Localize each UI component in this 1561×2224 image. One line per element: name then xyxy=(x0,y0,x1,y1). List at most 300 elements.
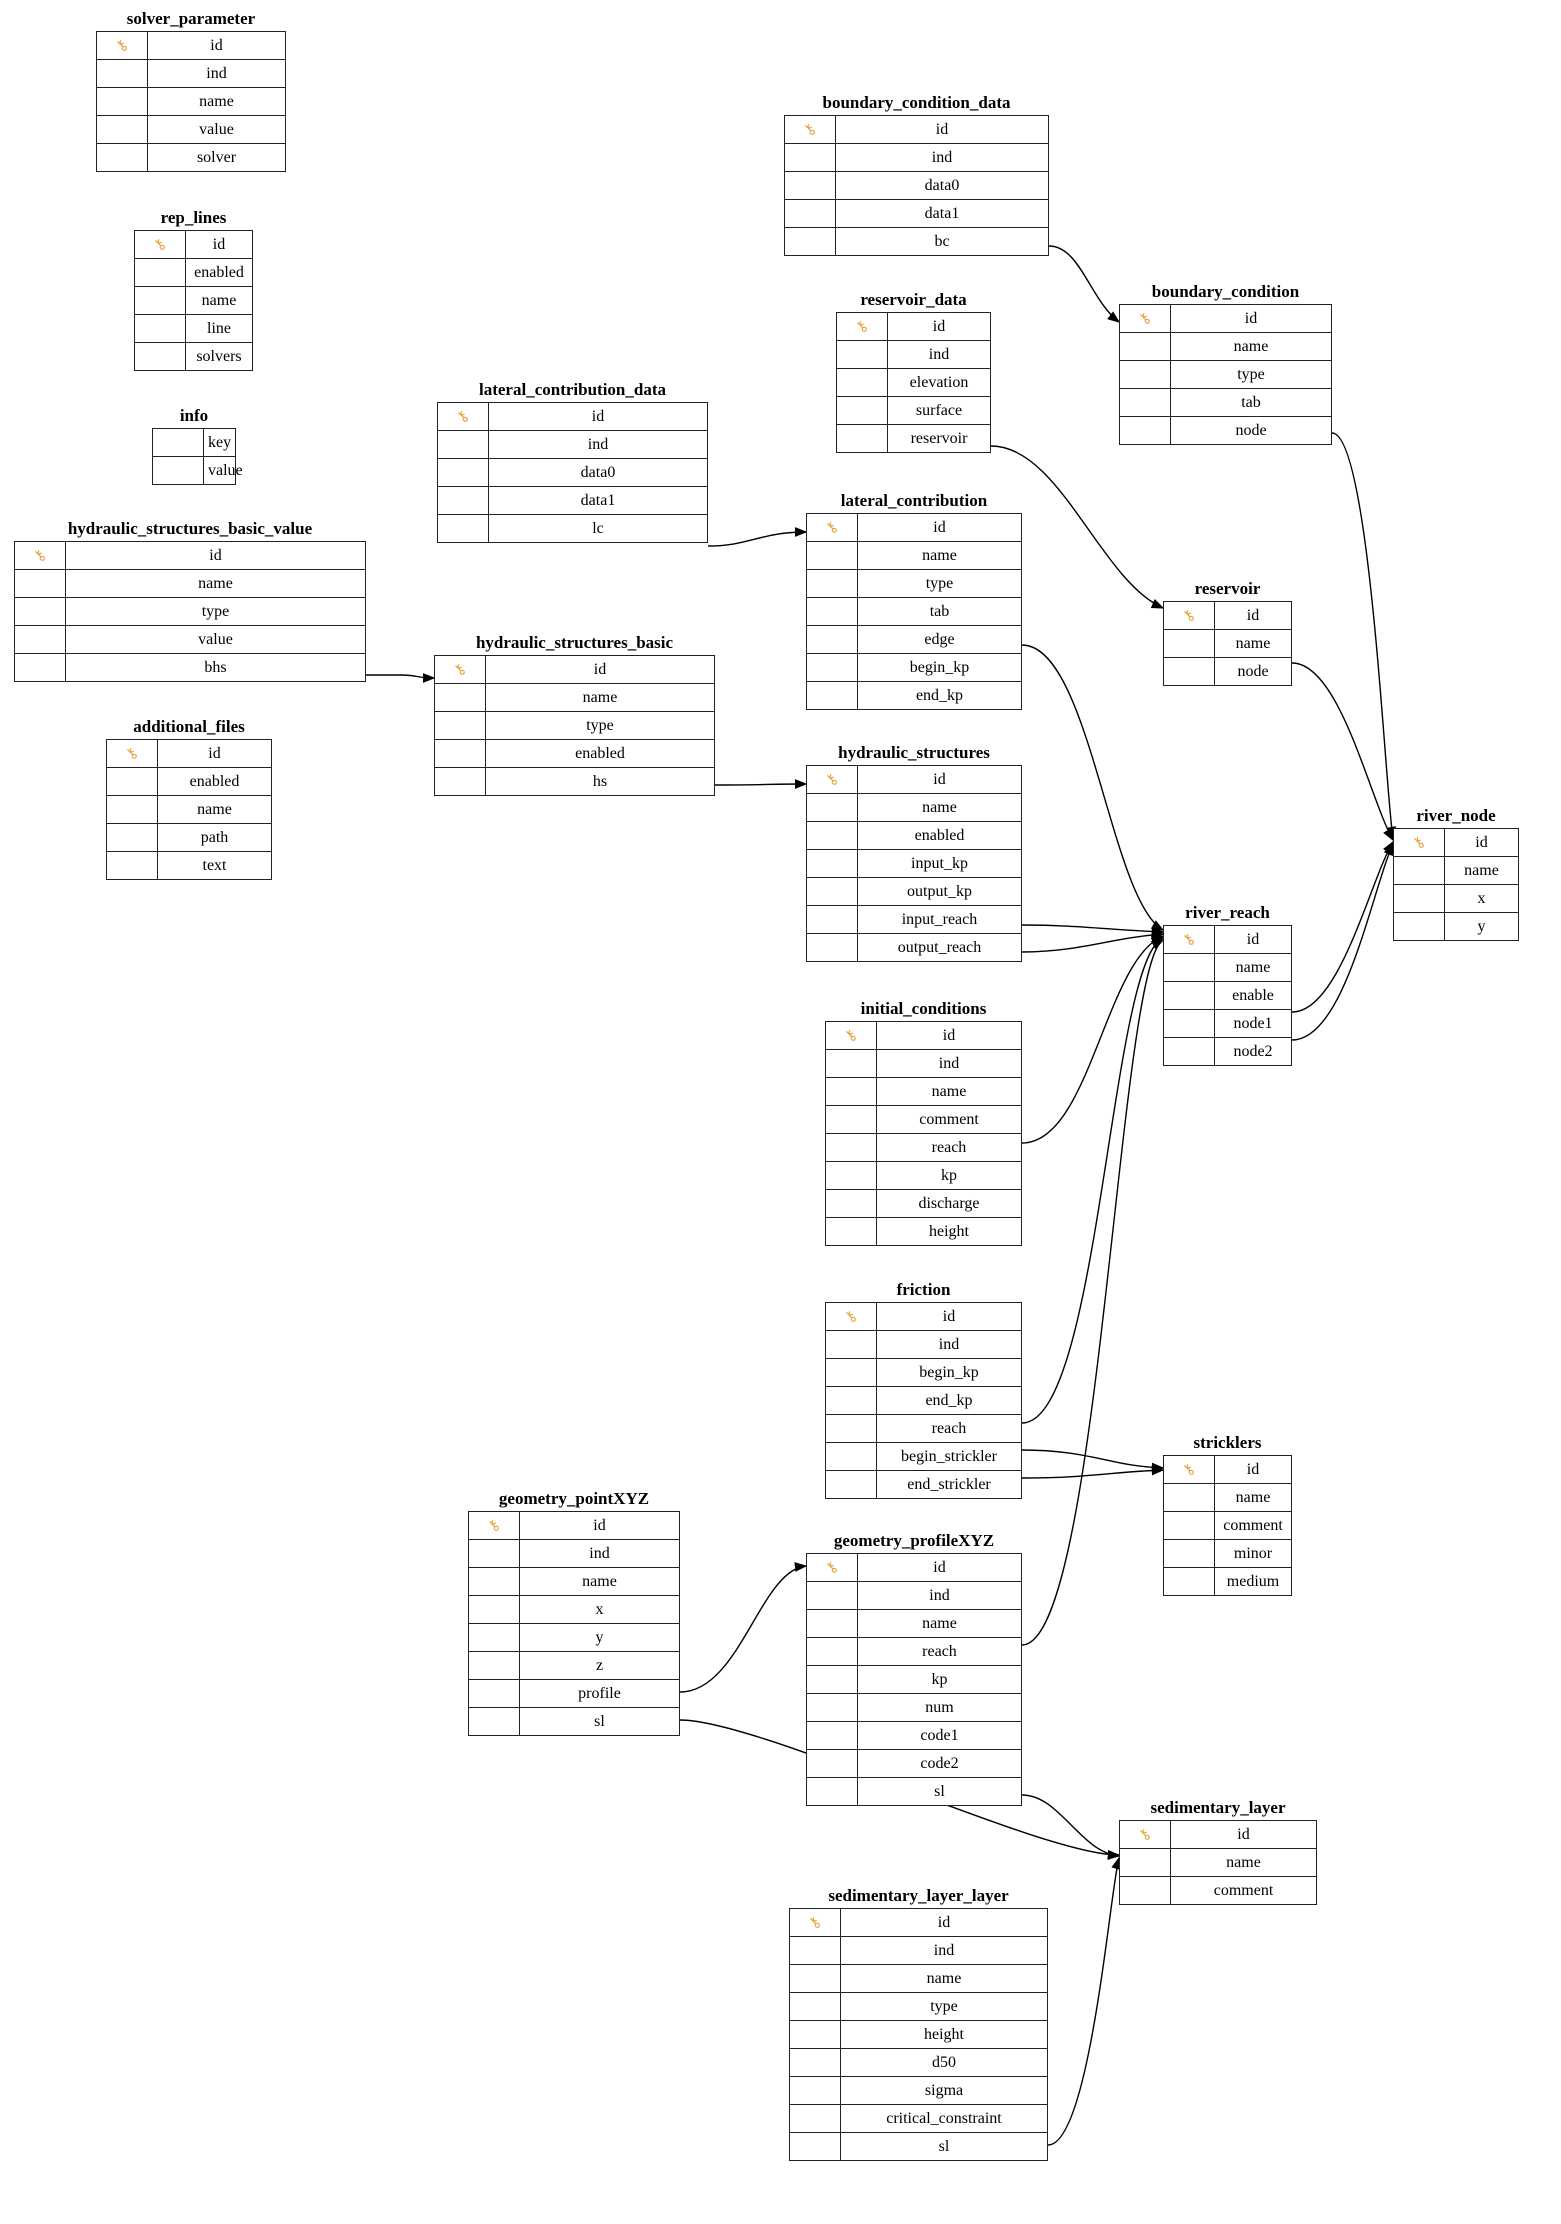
column-key-empty xyxy=(807,1666,858,1694)
column-key-empty xyxy=(1164,1568,1215,1596)
column-key-empty xyxy=(807,1694,858,1722)
entity-lateral_contribution[interactable] xyxy=(806,490,1022,710)
relationship-edge xyxy=(1049,246,1119,322)
column-name: end_kp xyxy=(877,1387,1022,1415)
column-name: begin_strickler xyxy=(877,1443,1022,1471)
entity-columns xyxy=(806,1553,1022,1806)
column-name: begin_kp xyxy=(858,654,1022,682)
column-row xyxy=(438,515,708,543)
column-name: name xyxy=(186,287,253,315)
column-row xyxy=(1394,829,1519,857)
primary-key-icon xyxy=(435,656,486,684)
column-row xyxy=(807,570,1022,598)
entity-solver_parameter[interactable] xyxy=(96,8,286,172)
column-row xyxy=(1120,1849,1317,1877)
column-name: output_kp xyxy=(858,878,1022,906)
relationship-edge xyxy=(680,1566,806,1692)
column-row xyxy=(790,2105,1048,2133)
key-glyph: ⚷ xyxy=(150,235,170,255)
column-row xyxy=(1164,658,1292,686)
entity-river_reach[interactable] xyxy=(1163,902,1292,1066)
column-key-empty xyxy=(1394,857,1445,885)
column-row xyxy=(107,796,272,824)
column-name: reservoir xyxy=(888,425,991,453)
column-row xyxy=(807,1722,1022,1750)
column-key-empty xyxy=(15,626,66,654)
column-row xyxy=(1164,1512,1292,1540)
column-name: reach xyxy=(877,1415,1022,1443)
column-row xyxy=(438,459,708,487)
column-row xyxy=(97,116,286,144)
column-key-empty xyxy=(15,654,66,682)
column-name: id xyxy=(836,116,1049,144)
column-name: ind xyxy=(520,1540,680,1568)
column-row xyxy=(1164,1484,1292,1512)
column-key-empty xyxy=(807,934,858,962)
column-name: type xyxy=(841,1993,1048,2021)
column-name: hs xyxy=(486,768,715,796)
column-name: id xyxy=(877,1303,1022,1331)
entity-title: lateral_contribution xyxy=(840,491,988,510)
column-name: name xyxy=(1215,1484,1292,1512)
column-key-empty xyxy=(1394,885,1445,913)
entity-title: boundary_condition xyxy=(1151,282,1300,301)
entity-boundary_condition[interactable] xyxy=(1119,281,1332,445)
column-key-empty xyxy=(1164,982,1215,1010)
column-name: id xyxy=(1171,1821,1317,1849)
column-name: id xyxy=(186,231,253,259)
entity-rep_lines[interactable] xyxy=(134,207,253,371)
entity-columns xyxy=(106,739,272,880)
column-row xyxy=(1394,857,1519,885)
column-key-empty xyxy=(435,740,486,768)
column-name: ind xyxy=(858,1582,1022,1610)
column-name: id xyxy=(1445,829,1519,857)
entity-title: friction xyxy=(896,1280,951,1299)
column-row xyxy=(97,144,286,172)
column-name: path xyxy=(158,824,272,852)
column-row xyxy=(1164,1568,1292,1596)
column-key-empty xyxy=(15,570,66,598)
column-name: name xyxy=(158,796,272,824)
relationship-edge xyxy=(1332,433,1393,838)
column-row xyxy=(1164,1010,1292,1038)
column-row xyxy=(107,740,272,768)
primary-key-icon xyxy=(135,231,186,259)
column-name: ind xyxy=(888,341,991,369)
entity-geometry_pointXYZ[interactable] xyxy=(468,1488,680,1736)
entity-title: reservoir xyxy=(1194,579,1261,598)
entity-reservoir[interactable] xyxy=(1163,578,1292,686)
column-name: name xyxy=(858,542,1022,570)
column-name: sl xyxy=(520,1708,680,1736)
column-name: name xyxy=(1215,954,1292,982)
column-name: name xyxy=(520,1568,680,1596)
entity-columns xyxy=(806,513,1022,710)
entity-additional_files[interactable] xyxy=(106,716,272,880)
column-row xyxy=(135,315,253,343)
column-name: name xyxy=(1171,1849,1317,1877)
relationship-edge xyxy=(1022,1795,1119,1856)
column-key-empty xyxy=(1164,1038,1215,1066)
entity-title: reservoir_data xyxy=(860,290,967,309)
entity-columns xyxy=(134,230,253,371)
column-key-empty xyxy=(785,228,836,256)
column-row xyxy=(1120,305,1332,333)
column-row xyxy=(807,682,1022,710)
column-key-empty xyxy=(469,1624,520,1652)
column-row xyxy=(837,369,991,397)
column-key-empty xyxy=(807,682,858,710)
relationship-edge xyxy=(1022,1470,1163,1478)
column-row xyxy=(790,2021,1048,2049)
column-row xyxy=(1164,1456,1292,1484)
primary-key-icon xyxy=(438,403,489,431)
column-row xyxy=(469,1512,680,1540)
column-row xyxy=(837,397,991,425)
column-row xyxy=(826,1218,1022,1246)
entity-columns xyxy=(1119,304,1332,445)
column-row xyxy=(1164,630,1292,658)
column-name: ind xyxy=(836,144,1049,172)
column-name: height xyxy=(841,2021,1048,2049)
column-name: reach xyxy=(877,1134,1022,1162)
column-name: id xyxy=(148,32,286,60)
primary-key-icon xyxy=(807,766,858,794)
entity-columns xyxy=(14,541,366,682)
column-key-empty xyxy=(438,487,489,515)
column-key-empty xyxy=(807,1722,858,1750)
column-row xyxy=(826,1387,1022,1415)
column-key-empty xyxy=(1394,913,1445,941)
primary-key-icon xyxy=(107,740,158,768)
column-row xyxy=(807,1638,1022,1666)
column-row xyxy=(826,1415,1022,1443)
column-row xyxy=(826,1134,1022,1162)
column-row xyxy=(826,1050,1022,1078)
column-row xyxy=(1164,982,1292,1010)
primary-key-icon xyxy=(97,32,148,60)
column-name: id xyxy=(66,542,366,570)
column-name: output_reach xyxy=(858,934,1022,962)
column-row xyxy=(438,487,708,515)
column-key-empty xyxy=(438,431,489,459)
relationship-edge xyxy=(1022,925,1163,932)
column-key-empty xyxy=(826,1106,877,1134)
column-name: value xyxy=(148,116,286,144)
column-key-empty xyxy=(107,852,158,880)
column-name: discharge xyxy=(877,1190,1022,1218)
column-name: solvers xyxy=(186,343,253,371)
column-key-empty xyxy=(97,88,148,116)
column-row xyxy=(807,1778,1022,1806)
column-name: comment xyxy=(1171,1877,1317,1905)
column-key-empty xyxy=(438,459,489,487)
column-name: id xyxy=(489,403,708,431)
column-name: ind xyxy=(489,431,708,459)
column-row xyxy=(807,766,1022,794)
column-row xyxy=(438,431,708,459)
column-row xyxy=(469,1652,680,1680)
column-name: name xyxy=(1215,630,1292,658)
key-glyph: ⚷ xyxy=(852,317,872,337)
key-glyph: ⚷ xyxy=(453,407,473,427)
column-name: ind xyxy=(877,1050,1022,1078)
column-key-empty xyxy=(790,2133,841,2161)
column-name: value xyxy=(204,457,236,485)
entity-lateral_contribution_data[interactable] xyxy=(437,379,708,543)
column-name: id xyxy=(888,313,991,341)
relationship-edge xyxy=(1048,1858,1119,2145)
column-name: name xyxy=(1171,333,1332,361)
column-row xyxy=(807,878,1022,906)
column-name: edge xyxy=(858,626,1022,654)
column-name: height xyxy=(877,1218,1022,1246)
primary-key-icon xyxy=(807,514,858,542)
column-key-empty xyxy=(807,1582,858,1610)
column-row xyxy=(807,542,1022,570)
column-name: id xyxy=(1215,926,1292,954)
column-key-empty xyxy=(826,1078,877,1106)
column-name: kp xyxy=(858,1666,1022,1694)
column-name: data0 xyxy=(836,172,1049,200)
entity-columns xyxy=(806,765,1022,962)
column-key-empty xyxy=(826,1134,877,1162)
column-key-empty xyxy=(790,2105,841,2133)
column-key-empty xyxy=(785,172,836,200)
column-row xyxy=(1164,954,1292,982)
column-name: id xyxy=(858,514,1022,542)
column-row xyxy=(790,2133,1048,2161)
column-row xyxy=(826,1471,1022,1499)
column-row xyxy=(807,598,1022,626)
entity-columns xyxy=(784,115,1049,256)
column-row xyxy=(807,1610,1022,1638)
entity-initial_conditions[interactable] xyxy=(825,998,1022,1246)
column-row xyxy=(807,934,1022,962)
column-name: text xyxy=(158,852,272,880)
entity-friction[interactable] xyxy=(825,1279,1022,1499)
entity-stricklers[interactable] xyxy=(1163,1432,1292,1596)
column-key-empty xyxy=(807,906,858,934)
column-row xyxy=(807,850,1022,878)
entity-hydraulic_structures_basic_value[interactable] xyxy=(14,518,366,682)
column-key-empty xyxy=(790,1965,841,1993)
column-key-empty xyxy=(826,1443,877,1471)
column-key-empty xyxy=(826,1050,877,1078)
column-name: node2 xyxy=(1215,1038,1292,1066)
relationship-edge xyxy=(1022,936,1163,1143)
column-key-empty xyxy=(435,712,486,740)
column-key-empty xyxy=(837,369,888,397)
column-row xyxy=(1120,1877,1317,1905)
column-row xyxy=(469,1708,680,1736)
relationship-edge xyxy=(1292,842,1393,1012)
entity-hydraulic_structures[interactable] xyxy=(806,742,1022,962)
key-glyph: ⚷ xyxy=(30,546,50,566)
column-row xyxy=(1164,1540,1292,1568)
column-name: tab xyxy=(1171,389,1332,417)
key-glyph: ⚷ xyxy=(450,660,470,680)
column-key-empty xyxy=(837,341,888,369)
entity-hydraulic_structures_basic[interactable] xyxy=(434,632,715,796)
column-name: minor xyxy=(1215,1540,1292,1568)
column-key-empty xyxy=(826,1190,877,1218)
column-row xyxy=(1120,417,1332,445)
entity-title: lateral_contribution_data xyxy=(479,380,666,399)
column-name: x xyxy=(1445,885,1519,913)
column-row xyxy=(15,570,366,598)
primary-key-icon xyxy=(826,1303,877,1331)
key-glyph: ⚷ xyxy=(1179,1460,1199,1480)
column-name: name xyxy=(841,1965,1048,1993)
column-key-empty xyxy=(469,1652,520,1680)
column-row xyxy=(790,2077,1048,2105)
column-row xyxy=(1164,926,1292,954)
column-row xyxy=(1120,1821,1317,1849)
column-row xyxy=(826,1078,1022,1106)
entity-title: geometry_profileXYZ xyxy=(833,1531,995,1550)
column-name: num xyxy=(858,1694,1022,1722)
column-key-empty xyxy=(1164,1540,1215,1568)
entity-title: hydraulic_structures_basic xyxy=(475,633,674,652)
column-name: ind xyxy=(841,1937,1048,1965)
column-name: name xyxy=(148,88,286,116)
column-row xyxy=(469,1568,680,1596)
column-key-empty xyxy=(807,878,858,906)
relationship-edge xyxy=(1022,934,1163,952)
entity-columns xyxy=(1119,1820,1317,1905)
column-key-empty xyxy=(826,1162,877,1190)
column-row xyxy=(807,1554,1022,1582)
column-key-empty xyxy=(469,1708,520,1736)
column-key-empty xyxy=(97,116,148,144)
column-key-empty xyxy=(807,794,858,822)
column-key-empty xyxy=(135,259,186,287)
entity-title: sedimentary_layer_layer xyxy=(828,1886,1009,1905)
entity-sedimentary_layer[interactable] xyxy=(1119,1797,1317,1905)
column-name: d50 xyxy=(841,2049,1048,2077)
entity-columns xyxy=(789,1908,1048,2161)
entity-river_node[interactable] xyxy=(1393,805,1519,941)
column-row xyxy=(790,2049,1048,2077)
key-glyph: ⚷ xyxy=(822,1558,842,1578)
column-name: ind xyxy=(877,1331,1022,1359)
entity-geometry_profileXYZ[interactable] xyxy=(806,1530,1022,1806)
column-row xyxy=(807,794,1022,822)
column-row xyxy=(785,144,1049,172)
column-name: sl xyxy=(841,2133,1048,2161)
entity-columns xyxy=(1393,828,1519,941)
entity-reservoir_data[interactable] xyxy=(836,289,991,453)
entity-title: river_reach xyxy=(1185,903,1270,922)
column-row xyxy=(837,313,991,341)
column-key-empty xyxy=(135,315,186,343)
column-row xyxy=(1120,389,1332,417)
column-row xyxy=(97,88,286,116)
column-name: medium xyxy=(1215,1568,1292,1596)
entity-info[interactable] xyxy=(152,405,243,485)
entity-columns xyxy=(152,428,243,485)
column-name: enabled xyxy=(858,822,1022,850)
column-row xyxy=(107,768,272,796)
entity-title: sedimentary_layer xyxy=(1150,1798,1286,1817)
column-name: id xyxy=(1171,305,1332,333)
column-key-empty xyxy=(807,570,858,598)
column-row xyxy=(1394,913,1519,941)
column-name: input_kp xyxy=(858,850,1022,878)
column-key-empty xyxy=(807,1610,858,1638)
column-name: ind xyxy=(148,60,286,88)
column-row xyxy=(785,228,1049,256)
entity-title: solver_parameter xyxy=(126,9,256,28)
column-row xyxy=(107,824,272,852)
column-row xyxy=(153,457,236,485)
column-row xyxy=(1164,1038,1292,1066)
column-row xyxy=(826,1190,1022,1218)
column-key-empty xyxy=(1164,1484,1215,1512)
column-name: tab xyxy=(858,598,1022,626)
primary-key-icon xyxy=(1120,305,1171,333)
column-key-empty xyxy=(826,1359,877,1387)
primary-key-icon xyxy=(1164,1456,1215,1484)
column-key-empty xyxy=(826,1331,877,1359)
column-name: profile xyxy=(520,1680,680,1708)
column-key-empty xyxy=(1164,658,1215,686)
column-name: y xyxy=(1445,913,1519,941)
column-key-empty xyxy=(469,1680,520,1708)
column-row xyxy=(807,822,1022,850)
column-name: comment xyxy=(1215,1512,1292,1540)
column-name: type xyxy=(858,570,1022,598)
column-row xyxy=(807,654,1022,682)
column-row xyxy=(837,425,991,453)
column-row xyxy=(807,1666,1022,1694)
entity-columns xyxy=(1163,925,1292,1066)
column-row xyxy=(107,852,272,880)
column-key-empty xyxy=(469,1596,520,1624)
key-glyph: ⚷ xyxy=(841,1026,861,1046)
column-name: enabled xyxy=(186,259,253,287)
column-key-empty xyxy=(1120,389,1171,417)
key-glyph: ⚷ xyxy=(122,744,142,764)
relationship-edge xyxy=(708,532,806,546)
column-row xyxy=(15,626,366,654)
column-row xyxy=(1164,602,1292,630)
column-name: node1 xyxy=(1215,1010,1292,1038)
entity-columns xyxy=(434,655,715,796)
column-name: id xyxy=(158,740,272,768)
column-name: id xyxy=(1215,1456,1292,1484)
column-name: sl xyxy=(858,1778,1022,1806)
column-key-empty xyxy=(807,542,858,570)
entity-boundary_condition_data[interactable] xyxy=(784,92,1049,256)
column-key-empty xyxy=(790,1937,841,1965)
primary-key-icon xyxy=(1164,926,1215,954)
entity-sedimentary_layer_layer[interactable] xyxy=(789,1885,1048,2161)
column-row xyxy=(435,768,715,796)
column-row xyxy=(469,1540,680,1568)
column-row xyxy=(807,626,1022,654)
column-row xyxy=(807,514,1022,542)
column-name: type xyxy=(66,598,366,626)
column-name: data1 xyxy=(489,487,708,515)
entity-title: rep_lines xyxy=(160,208,227,227)
column-name: surface xyxy=(888,397,991,425)
column-key-empty xyxy=(1120,1849,1171,1877)
column-key-empty xyxy=(469,1540,520,1568)
column-key-empty xyxy=(807,1638,858,1666)
